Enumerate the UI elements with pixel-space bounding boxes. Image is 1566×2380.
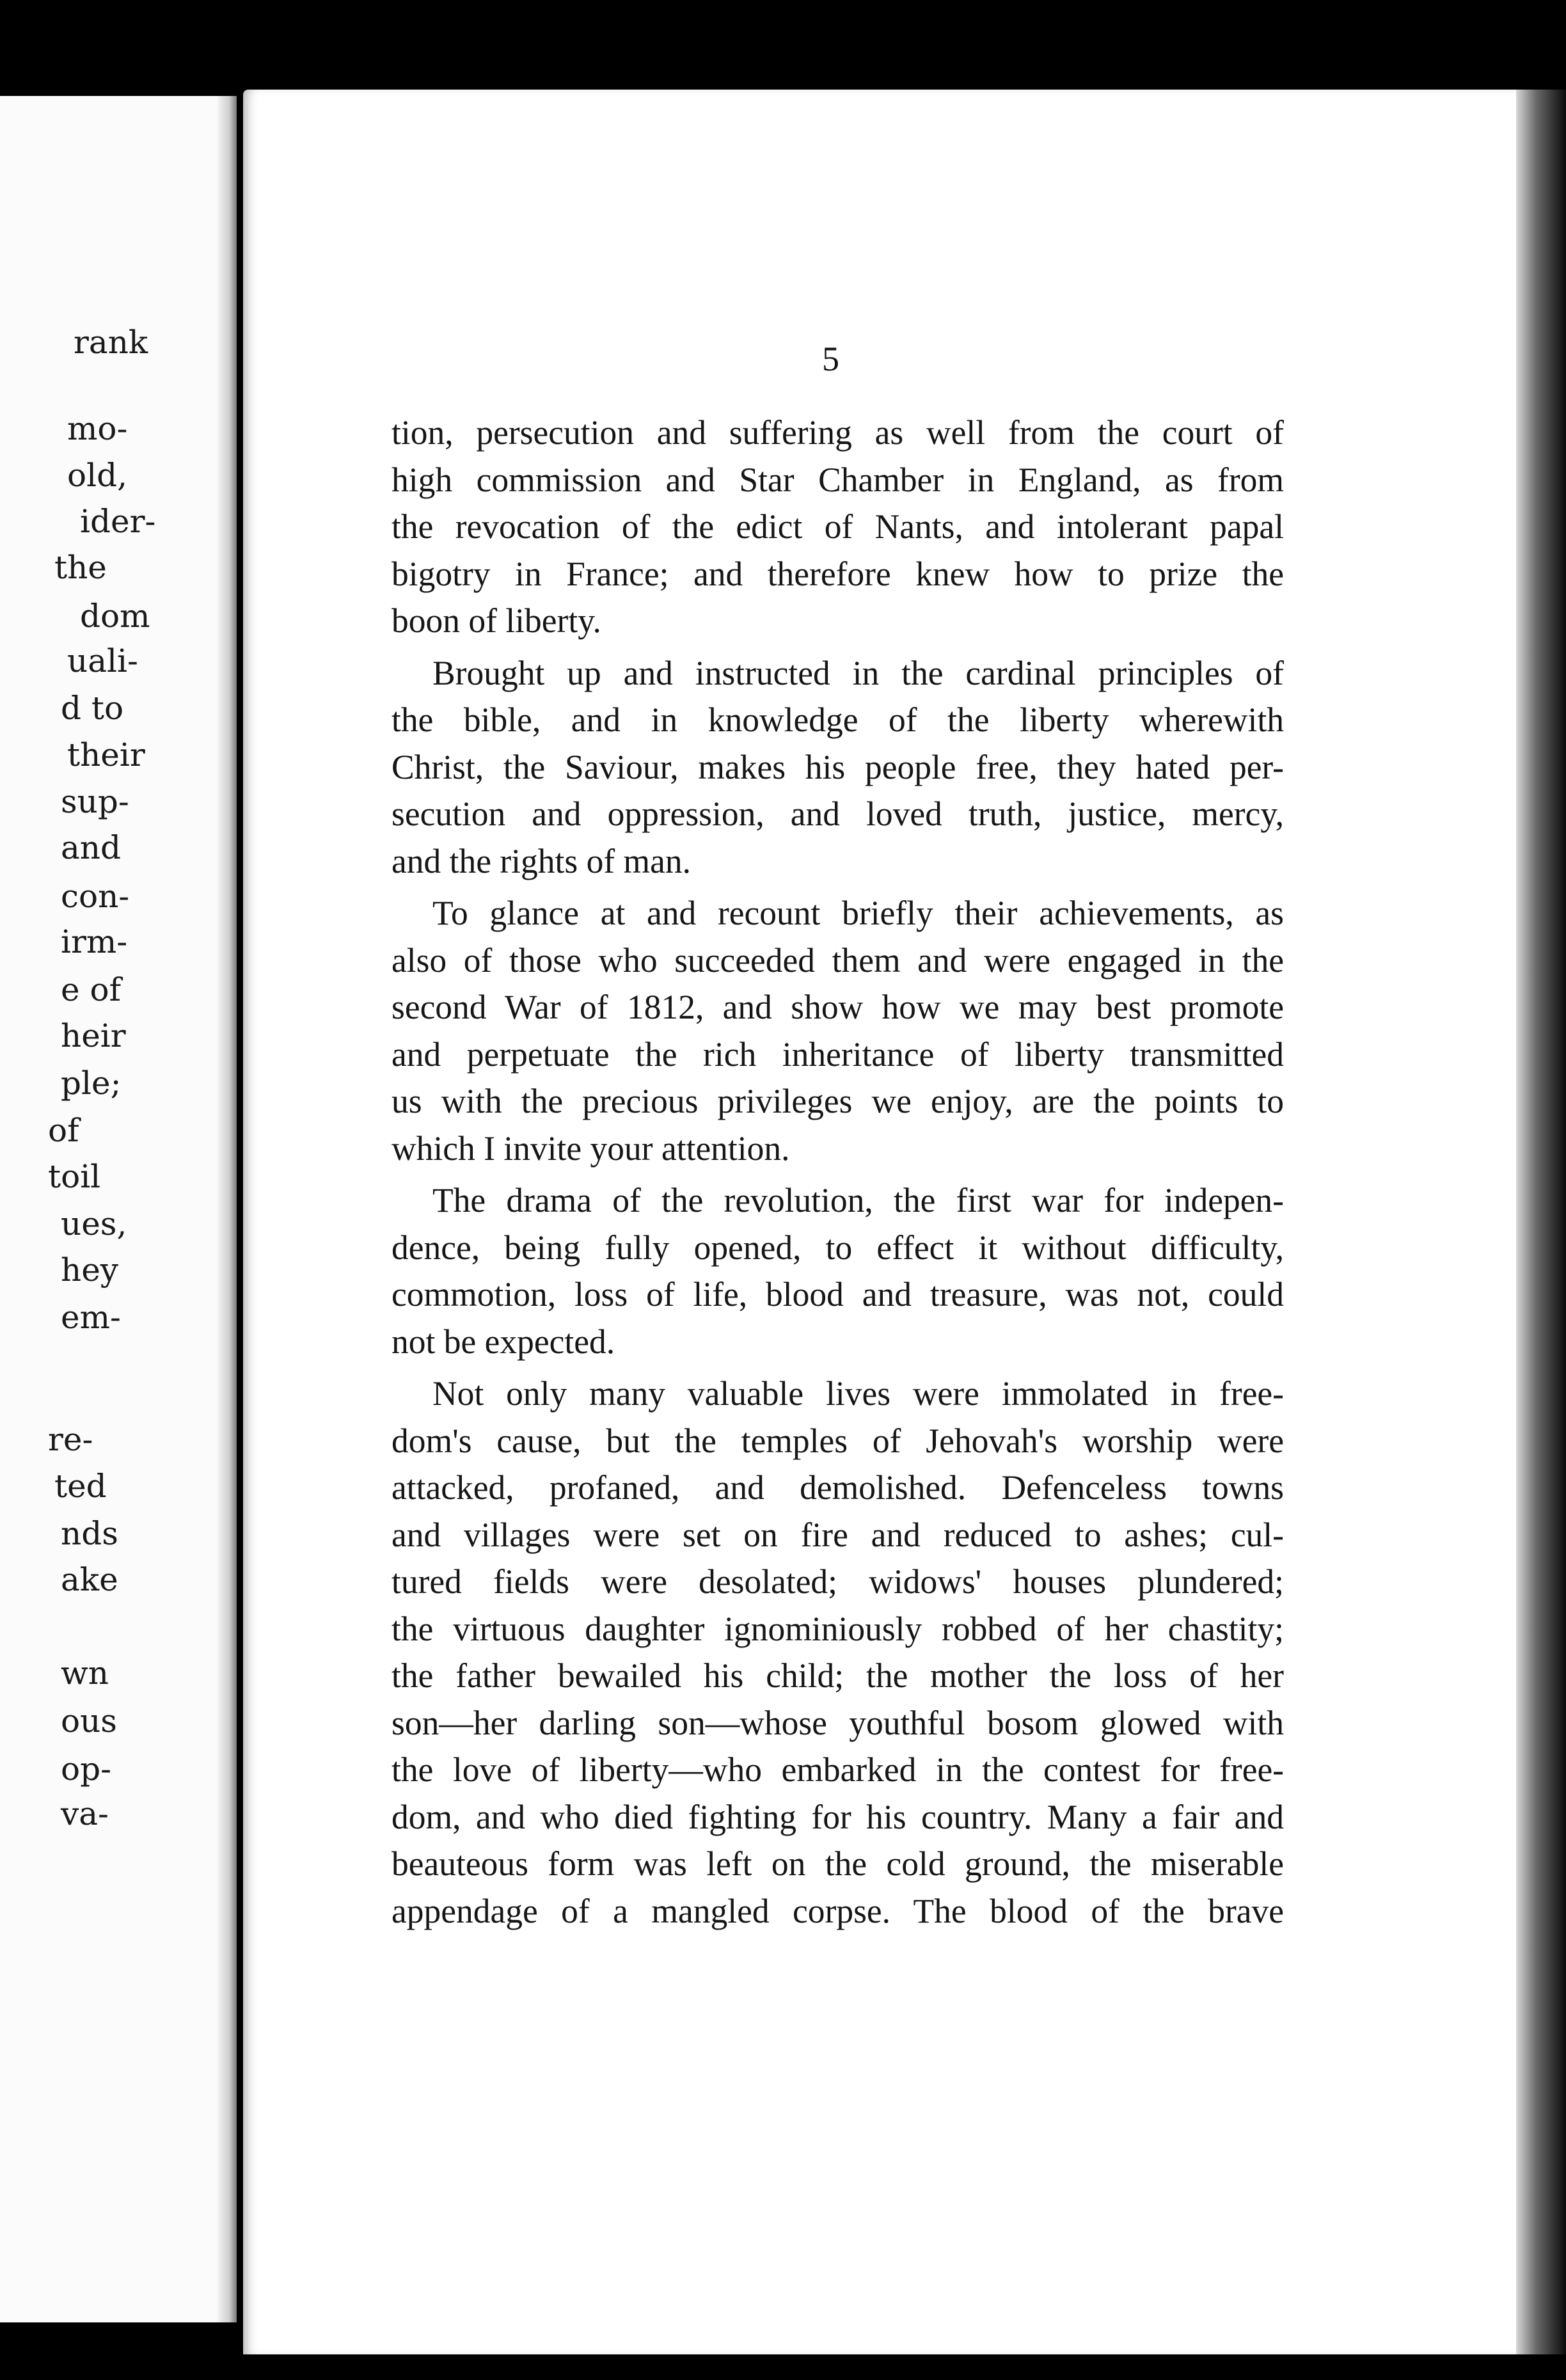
facing-page-fragment: op- [61, 1750, 112, 1788]
facing-page-fragment: of [48, 1112, 79, 1149]
facing-page-fragment: ous [61, 1702, 117, 1740]
facing-page-fragment: toil [48, 1158, 101, 1195]
text-line: the revocation of the edict of Nants, and intolerant papal [391, 507, 1284, 546]
facing-page-fragment: rank [74, 324, 148, 361]
facing-page-fragment: hey [61, 1251, 119, 1289]
left-facing-page [0, 96, 237, 2322]
paragraph [391, 1177, 1284, 1365]
text-line: and the rights of man. [391, 841, 692, 880]
text-line: dom's cause, but the temples of Jehovah's worship were [391, 1421, 1284, 1460]
text-line: which I invite your attention. [391, 1129, 790, 1168]
text-line: boon of liberty. [391, 601, 601, 640]
text-line: and villages were set on fire and reduced to ashes; cul- [391, 1515, 1284, 1554]
facing-page-fragment: re- [48, 1421, 93, 1458]
text-line: the virtuous daughter ignominiously robbed of her chastity; [391, 1609, 1284, 1648]
text-line: the bible, and in knowledge of the liberty wherewith [391, 701, 1284, 739]
text-line: us with the precious privileges we enjoy, are the points to [391, 1082, 1284, 1120]
text-line: To glance at and recount briefly their achievements, as [432, 894, 1284, 932]
facing-page-fragment: ues, [61, 1205, 127, 1242]
body-text [391, 409, 1284, 1935]
facing-page-fragment: d to [61, 690, 124, 727]
text-line: tion, persecution and suffering as well from the court of [391, 413, 1284, 452]
facing-page-fragment: dom [80, 598, 150, 635]
facing-page-fragment: old, [67, 457, 127, 494]
facing-page-fragment: va- [61, 1795, 109, 1832]
facing-page-fragment: their [67, 736, 145, 774]
text-line: Christ, the Saviour, makes his people free, they hated per- [391, 747, 1284, 786]
paragraph [391, 1370, 1284, 1935]
facing-page-fragment: e of [61, 971, 122, 1008]
facing-page-fragment: heir [61, 1017, 126, 1054]
facing-page-fragment: ted [54, 1468, 107, 1505]
text-line: Brought up and instructed in the cardinal principles of [432, 653, 1284, 692]
text-line: bigotry in France; and therefore knew how to prize the [391, 554, 1284, 593]
text-line: second War of 1812, and show how we may best promote [391, 988, 1284, 1026]
text-line: Not only many valuable lives were immolated in free- [432, 1374, 1284, 1413]
text-line: dom, and who died fighting for his country. Many a fair and [391, 1797, 1284, 1836]
text-line: attacked, profaned, and demolished. Defenceless towns [391, 1468, 1284, 1507]
text-line: son—her darling son—whose youthful bosom glowed with [391, 1703, 1284, 1742]
text-line: commotion, loss of life, blood and treasure, was not, could [391, 1275, 1284, 1313]
page-gutter [217, 96, 237, 2322]
text-line: appendage of a mangled corpse. The blood of the brave [391, 1891, 1284, 1930]
facing-page-fragment: nds [61, 1515, 118, 1552]
text-line: not be expected. [391, 1322, 615, 1361]
paragraph [391, 409, 1284, 645]
text-line: the love of liberty—who embarked in the contest for free- [391, 1750, 1284, 1789]
text-line: secution and oppression, and loved truth, justice, mercy, [391, 795, 1284, 833]
facing-page-fragment: and [61, 829, 122, 866]
paragraph [391, 650, 1284, 885]
facing-page-fragment: ple; [61, 1065, 122, 1102]
text-line: the father bewailed his child; the mother the loss of her [391, 1656, 1284, 1695]
paragraph [391, 890, 1284, 1172]
facing-page-fragment: con- [61, 878, 130, 915]
text-line: dence, being fully opened, to effect it without difficulty, [391, 1228, 1284, 1267]
facing-page-fragment: ider- [80, 503, 156, 540]
facing-page-fragment: the [54, 549, 107, 586]
facing-page-fragment: wn [61, 1654, 109, 1692]
text-line: and perpetuate the rich inheritance of liberty transmitted [391, 1035, 1284, 1074]
text-line: high commission and Star Chamber in England, as from [391, 460, 1284, 499]
facing-page-fragment: mo- [67, 410, 128, 447]
facing-page-fragment: uali- [67, 642, 138, 679]
facing-page-fragment: sup- [61, 783, 129, 820]
page-number: 5 [822, 340, 839, 378]
facing-page-fragment: irm- [61, 923, 128, 960]
text-line: also of those who succeeded them and were engaged in the [391, 940, 1284, 980]
text-line: The drama of the revolution, the first war for indepen- [432, 1181, 1284, 1219]
page-edge-shadow [1516, 90, 1566, 2354]
text-line: tured fields were desolated; widows' houses plundered; [391, 1562, 1284, 1601]
facing-page-fragment: ake [61, 1561, 118, 1598]
text-line: beauteous form was left on the cold ground, the miserable [391, 1844, 1284, 1883]
facing-page-fragment: em- [61, 1299, 121, 1336]
